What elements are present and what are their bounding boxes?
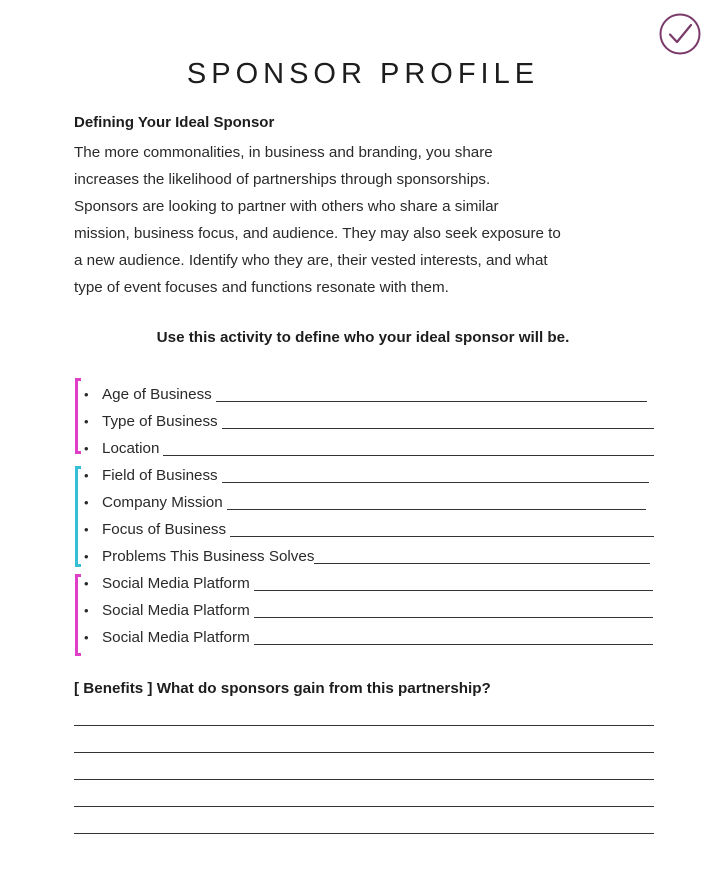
field-focus-of-business[interactable] [84,519,654,539]
field-answer-line[interactable] [163,455,654,456]
intro-line: type of event focuses and functions resonate with them. [74,279,449,296]
benefits-answer-line[interactable] [74,786,654,807]
field-label: Age of Business [102,386,212,403]
intro-line: Sponsors are looking to partner with others who share a similar [74,198,499,215]
field-answer-line[interactable] [222,428,654,429]
benefits-answer-line[interactable] [74,813,654,834]
field-answer-line[interactable] [254,590,653,591]
intro-line: mission, business focus, and audience. They may also seek exposure to [74,225,561,242]
benefits-heading: [ Benefits ] What do sponsors gain from this partnership? [74,680,491,697]
bullet-icon: • [84,387,89,402]
field-label: Location [102,440,160,457]
field-social-media-platform-3[interactable] [84,627,653,647]
section-subheading: Defining Your Ideal Sponsor [74,114,275,131]
field-location[interactable] [84,438,654,458]
field-label: Focus of Business [102,521,227,538]
field-answer-line[interactable] [222,482,649,483]
field-social-media-platform-1[interactable] [84,573,653,593]
field-label: Social Media Platform [102,575,250,592]
group-bracket-business-focus [75,466,81,567]
bullet-icon: • [84,576,89,591]
field-answer-line[interactable] [314,563,650,564]
intro-line: increases the likelihood of partnerships through sponsorships. [74,171,491,188]
check-circle-icon [658,12,702,56]
field-field-of-business[interactable] [84,465,649,485]
bullet-icon: • [84,495,89,510]
field-type-of-business[interactable] [84,411,654,431]
field-answer-line[interactable] [230,536,654,537]
bullet-icon: • [84,414,89,429]
field-social-media-platform-2[interactable] [84,600,653,620]
bullet-icon: • [84,468,89,483]
field-label: Social Media Platform [102,629,250,646]
page-title: SPONSOR PROFILE [186,58,540,90]
intro-paragraph [74,139,664,301]
group-bracket-business-basics [75,378,81,454]
field-label: Type of Business [102,413,218,430]
activity-instruction: Use this activity to define who your ideal sponsor will be. [156,329,570,346]
benefits-answer-line[interactable] [74,705,654,726]
intro-line: The more commonalities, in business and branding, you share [74,144,493,161]
field-company-mission[interactable] [84,492,646,512]
field-answer-line[interactable] [254,644,653,645]
bullet-icon: • [84,549,89,564]
field-answer-line[interactable] [254,617,653,618]
field-answer-line[interactable] [227,509,646,510]
field-label: Social Media Platform [102,602,250,619]
bullet-icon: • [84,522,89,537]
group-bracket-social-media [75,574,81,656]
field-label: Problems This Business Solves [102,548,315,565]
bullet-icon: • [84,603,89,618]
field-problems-this-business-solves[interactable] [84,546,650,566]
field-answer-line[interactable] [216,401,647,402]
field-label: Company Mission [102,494,223,511]
field-label: Field of Business [102,467,218,484]
bullet-icon: • [84,441,89,456]
benefits-answer-line[interactable] [74,759,654,780]
bullet-icon: • [84,630,89,645]
field-age-of-business[interactable] [84,384,647,404]
intro-line: a new audience. Identify who they are, their vested interests, and what [74,252,548,269]
benefits-answer-line[interactable] [74,732,654,753]
